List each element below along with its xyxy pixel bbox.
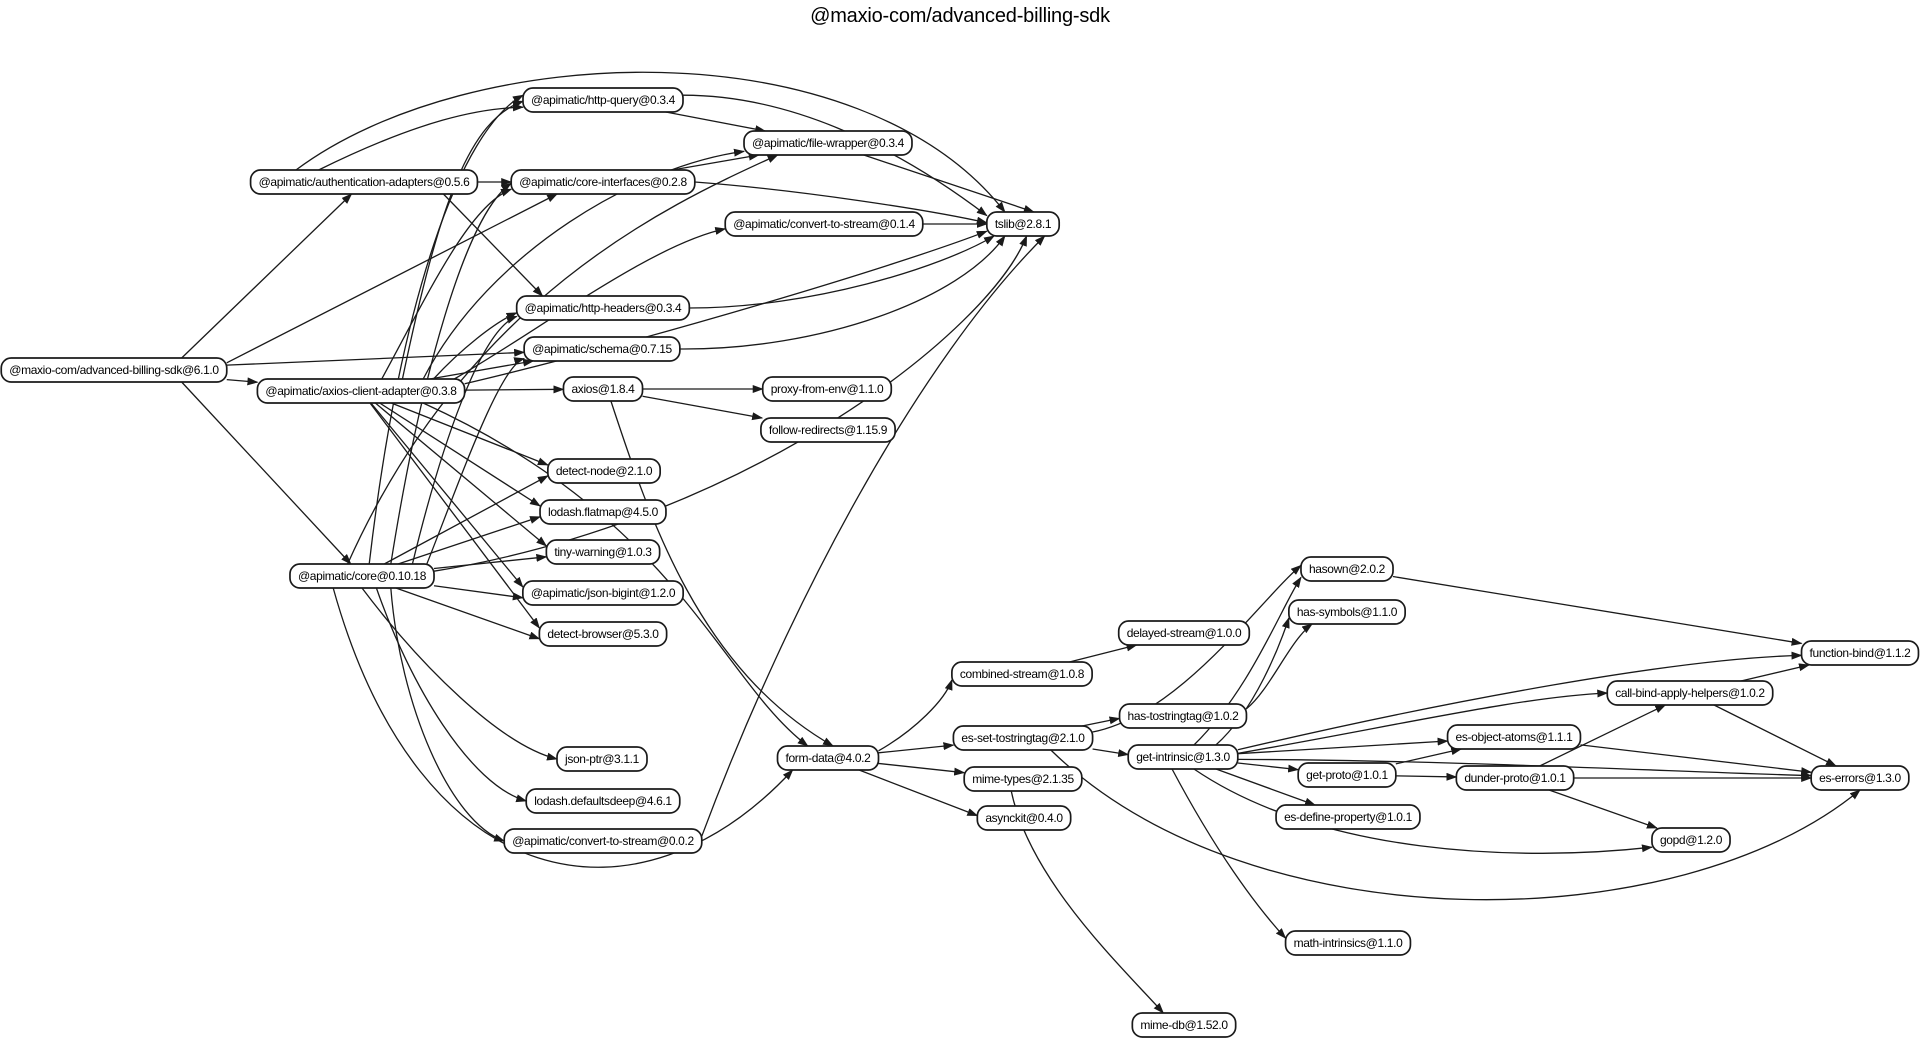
node-label: function-bind@1.1.2 bbox=[1809, 646, 1911, 661]
node-axios bbox=[563, 377, 642, 401]
node-mdb bbox=[1132, 1013, 1235, 1037]
edge-dproto-gopd bbox=[1549, 790, 1657, 828]
edge-sdk-ci bbox=[227, 194, 557, 363]
node-cts0 bbox=[504, 829, 702, 853]
node-label: dunder-proto@1.0.1 bbox=[1464, 771, 1566, 786]
node-dnode bbox=[548, 459, 660, 483]
node-label: form-data@4.0.2 bbox=[785, 751, 871, 766]
node-eoa bbox=[1448, 725, 1581, 749]
edge-core-dnode bbox=[384, 476, 548, 564]
node-label: mime-types@2.1.35 bbox=[972, 772, 1074, 787]
node-label: lodash.flatmap@4.5.0 bbox=[548, 505, 658, 520]
edge-sdk-core bbox=[182, 382, 351, 564]
node-label: get-intrinsic@1.3.0 bbox=[1136, 750, 1230, 765]
edge-acl-axios bbox=[465, 389, 564, 390]
node-label: json-ptr@3.1.1 bbox=[565, 752, 639, 767]
node-gi bbox=[1128, 745, 1238, 769]
node-label: tiny-warning@1.0.3 bbox=[554, 545, 652, 560]
node-label: es-errors@1.3.0 bbox=[1819, 771, 1901, 786]
node-dbrow bbox=[539, 622, 666, 646]
node-label: @apimatic/convert-to-stream@0.0.2 bbox=[512, 834, 694, 849]
edge-esst-eerr bbox=[1051, 750, 1860, 900]
node-label: @apimatic/core@0.10.18 bbox=[297, 569, 427, 584]
edge-fdata-cstream bbox=[878, 680, 951, 751]
edge-core-ci bbox=[391, 183, 511, 564]
node-label: axios@1.8.4 bbox=[571, 382, 635, 397]
edge-gi-gopd bbox=[1194, 769, 1652, 853]
node-label: follow-redirects@1.15.9 bbox=[768, 423, 888, 438]
node-label: @apimatic/json-bigint@1.2.0 bbox=[530, 586, 676, 601]
node-esdp bbox=[1276, 805, 1420, 829]
node-eerr bbox=[1811, 766, 1909, 790]
node-gproto bbox=[1298, 763, 1396, 787]
node-tslib bbox=[987, 212, 1059, 236]
node-gopd bbox=[1652, 828, 1730, 852]
node-label: gopd@1.2.0 bbox=[1659, 833, 1723, 848]
node-core bbox=[290, 564, 434, 588]
node-label: @apimatic/convert-to-stream@0.1.4 bbox=[733, 217, 915, 232]
node-label: @apimatic/schema@0.7.15 bbox=[532, 342, 672, 357]
edge-acl-ci bbox=[382, 189, 511, 379]
edge-axios-follow bbox=[643, 396, 763, 418]
edge-httpq-fw bbox=[666, 112, 765, 131]
node-label: @apimatic/http-headers@0.3.4 bbox=[524, 301, 682, 316]
node-auth bbox=[251, 170, 478, 194]
node-fdata bbox=[778, 746, 879, 770]
edge-core-flatmap bbox=[398, 517, 540, 564]
node-sdk bbox=[1, 358, 227, 382]
node-cbah bbox=[1607, 681, 1772, 705]
edge-gproto-eoa bbox=[1396, 749, 1461, 764]
node-label: @apimatic/authentication-adapters@0.5.6 bbox=[258, 175, 470, 190]
node-label: combined-stream@1.0.8 bbox=[959, 667, 1085, 682]
edge-schema-tslib bbox=[680, 236, 1005, 349]
node-label: proxy-from-env@1.1.0 bbox=[770, 382, 884, 397]
edge-gi-gproto bbox=[1238, 763, 1298, 770]
node-label: hasown@2.0.2 bbox=[1308, 562, 1386, 577]
edge-core-cts0 bbox=[391, 588, 504, 841]
node-dproto bbox=[1456, 766, 1573, 790]
node-ldeep bbox=[526, 789, 680, 813]
node-fbind bbox=[1802, 641, 1919, 665]
node-label: es-object-atoms@1.1.1 bbox=[1455, 730, 1573, 745]
edge-acl-fdata bbox=[423, 403, 808, 746]
node-hsym bbox=[1289, 600, 1405, 624]
node-label: @maxio-com/advanced-billing-sdk@6.1.0 bbox=[9, 363, 219, 378]
node-tinyw bbox=[546, 540, 659, 564]
edge-gi-mintr bbox=[1172, 769, 1286, 938]
nodes-layer bbox=[1, 88, 1918, 1037]
edge-sdk-auth bbox=[182, 194, 352, 358]
edge-core-tinyw bbox=[434, 557, 546, 569]
node-dstream bbox=[1119, 621, 1250, 645]
edge-htst-hsym bbox=[1246, 624, 1312, 709]
edge-acl-dbrow bbox=[370, 403, 539, 628]
edge-httph-tslib bbox=[689, 236, 994, 308]
node-label: es-set-tostringtag@2.1.0 bbox=[961, 731, 1085, 746]
node-jptr bbox=[557, 747, 647, 771]
node-follow bbox=[761, 418, 895, 442]
node-schema bbox=[524, 337, 680, 361]
node-label: detect-node@2.1.0 bbox=[555, 464, 653, 479]
node-label: call-bind-apply-helpers@1.0.2 bbox=[1615, 686, 1765, 701]
node-akit bbox=[977, 806, 1070, 830]
node-label: mime-db@1.52.0 bbox=[1140, 1018, 1228, 1033]
node-label: get-proto@1.0.1 bbox=[1306, 768, 1388, 783]
edge-hasown-fbind bbox=[1393, 577, 1802, 644]
node-cts1 bbox=[725, 212, 923, 236]
edge-sdk-acl bbox=[227, 380, 258, 383]
node-label: math-intrinsics@1.1.0 bbox=[1293, 936, 1403, 951]
edge-core-jptr bbox=[362, 588, 557, 759]
node-label: @apimatic/http-query@0.3.4 bbox=[531, 93, 675, 108]
graph-title: @maxio-com/advanced-billing-sdk bbox=[810, 5, 1110, 27]
node-acl bbox=[257, 379, 464, 403]
edge-fdata-esst bbox=[878, 745, 953, 753]
edge-core-dbrow bbox=[396, 588, 539, 639]
edge-cbah-eerr bbox=[1714, 705, 1836, 766]
node-cstream bbox=[952, 662, 1092, 686]
edge-fdata-mtypes bbox=[878, 763, 964, 772]
edge-axios-fdata bbox=[611, 401, 833, 746]
edge-acl-schema bbox=[430, 361, 533, 379]
node-httpq bbox=[523, 88, 683, 112]
edge-core-tslib bbox=[434, 236, 1027, 571]
node-label: detect-browser@5.3.0 bbox=[547, 627, 659, 642]
node-fw bbox=[744, 131, 912, 155]
node-label: lodash.defaultsdeep@4.6.1 bbox=[534, 794, 672, 809]
node-hasown bbox=[1301, 557, 1393, 581]
node-label: has-tostringtag@1.0.2 bbox=[1127, 709, 1239, 724]
node-esst bbox=[953, 726, 1092, 750]
node-jbig bbox=[523, 581, 683, 605]
node-label: has-symbols@1.1.0 bbox=[1296, 605, 1398, 620]
node-label: es-define-property@1.0.1 bbox=[1284, 810, 1412, 825]
edge-fw-tslib bbox=[864, 155, 1034, 212]
node-label: @apimatic/axios-client-adapter@0.3.8 bbox=[265, 384, 457, 399]
node-proxy bbox=[763, 377, 892, 401]
edge-fdata-akit bbox=[859, 770, 977, 816]
edge-cbah-fbind bbox=[1741, 665, 1809, 681]
edge-acl-httpq bbox=[402, 101, 523, 379]
node-label: asynckit@0.4.0 bbox=[985, 811, 1063, 826]
edge-cstream-dstream bbox=[1069, 645, 1136, 662]
node-mintr bbox=[1286, 931, 1411, 955]
edge-esst-gi bbox=[1093, 749, 1129, 755]
edge-esst-htst bbox=[1082, 718, 1119, 726]
edge-gproto-dproto bbox=[1396, 776, 1457, 777]
node-label: @apimatic/core-interfaces@0.2.8 bbox=[519, 175, 687, 190]
node-mtypes bbox=[964, 767, 1082, 791]
node-httph bbox=[517, 296, 690, 320]
node-label: @apimatic/file-wrapper@0.3.4 bbox=[752, 136, 904, 151]
edge-auth-httpq bbox=[319, 107, 523, 170]
edge-core-ldeep bbox=[376, 588, 526, 801]
node-label: delayed-stream@1.0.0 bbox=[1126, 626, 1242, 641]
node-ci bbox=[511, 170, 695, 194]
node-htst bbox=[1120, 704, 1247, 728]
node-label: tslib@2.8.1 bbox=[994, 217, 1052, 232]
node-flatmap bbox=[540, 500, 666, 524]
